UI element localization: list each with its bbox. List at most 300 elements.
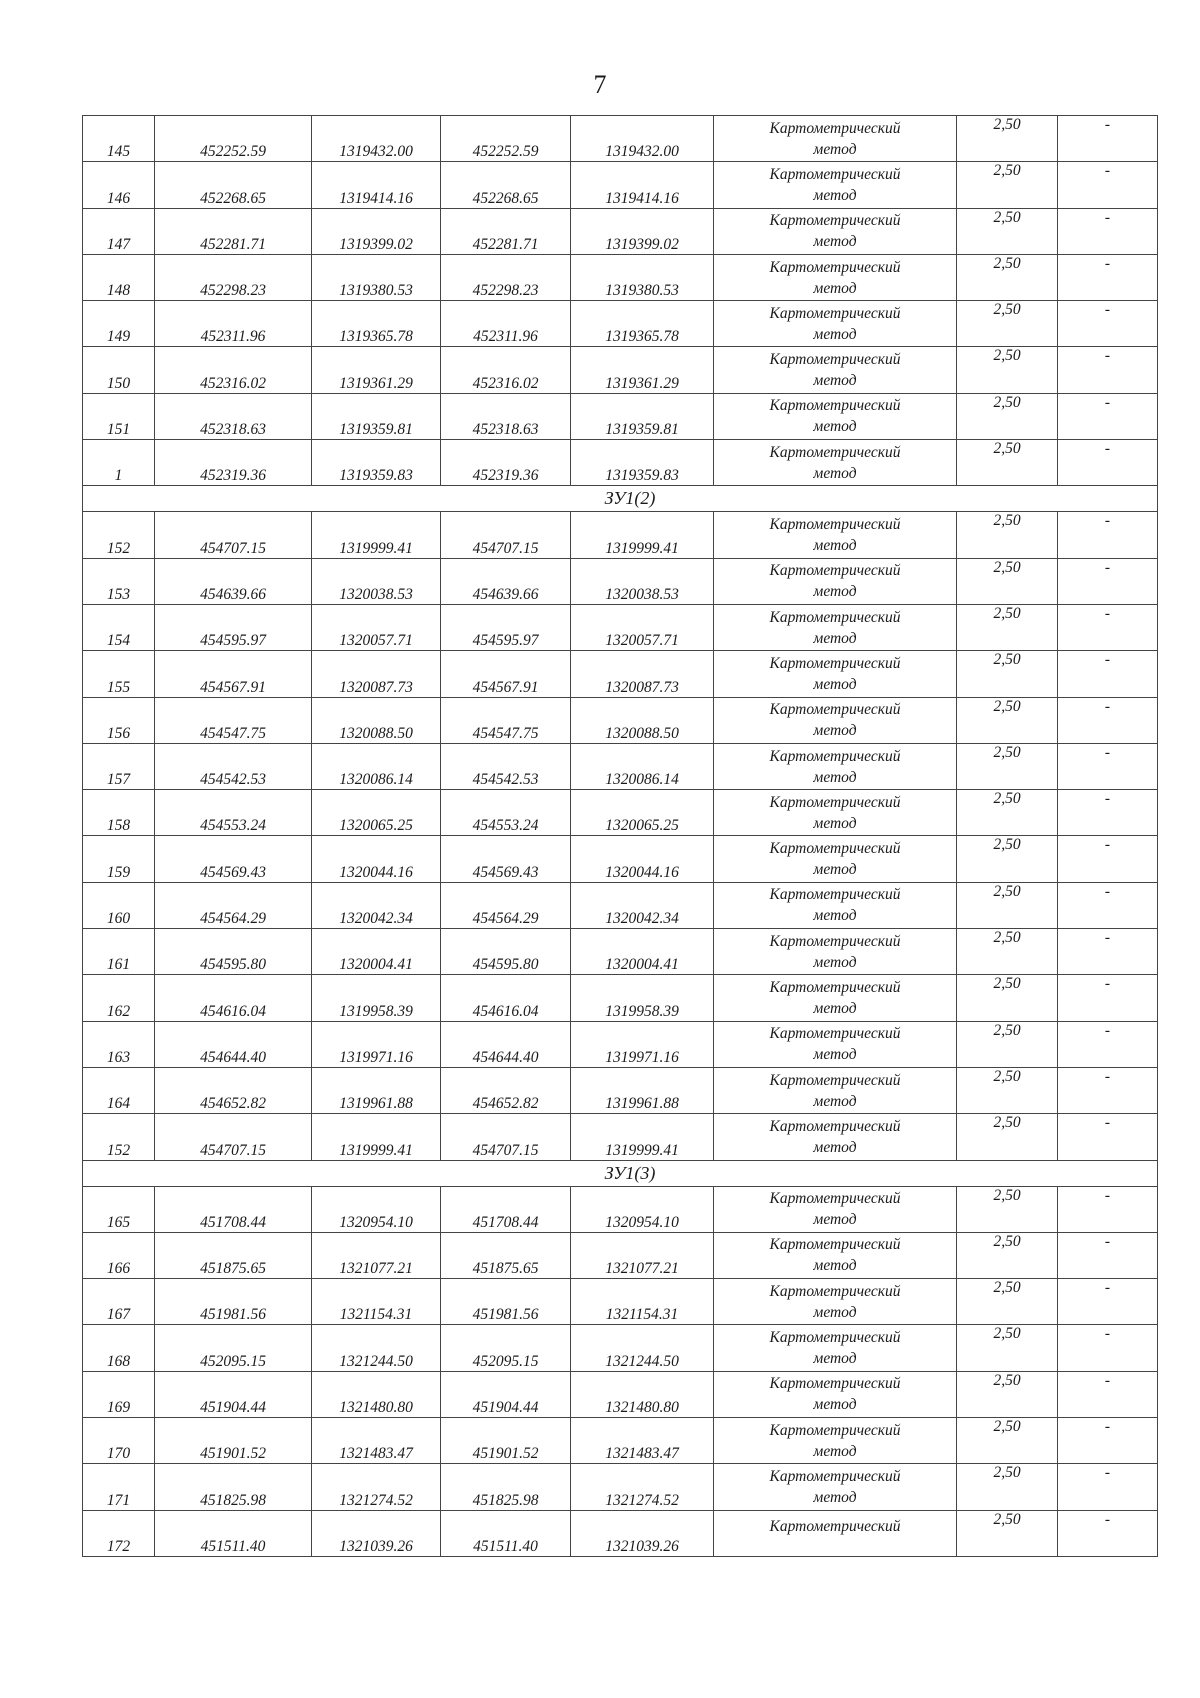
note-cell: - [1058, 1114, 1158, 1160]
method-cell [714, 393, 957, 439]
note-cell: - [1058, 1325, 1158, 1371]
method-cell [714, 1186, 957, 1232]
y-new-cell: 1319359.83 [571, 440, 714, 486]
x-existing-cell: 452318.63 [155, 393, 312, 439]
x-new-cell: 451904.44 [441, 1371, 571, 1417]
y-existing-cell: 1320086.14 [312, 743, 441, 789]
table-row [83, 1371, 1158, 1417]
method-line-1: Картометрический [769, 978, 901, 996]
y-existing-cell: 1319971.16 [312, 1021, 441, 1067]
method-cell [714, 1067, 957, 1113]
table-row [83, 301, 1158, 347]
x-new-cell: 454542.53 [441, 743, 571, 789]
method-line-2: метод [813, 140, 857, 158]
note-cell: - [1058, 975, 1158, 1021]
x-existing-cell: 454644.40 [155, 1021, 312, 1067]
method-line-1: Картометрический [769, 1236, 901, 1254]
table-row [83, 116, 1158, 162]
table-row [83, 440, 1158, 486]
method-line-1: Картометрический [769, 1282, 901, 1300]
y-existing-cell: 1319359.81 [312, 393, 441, 439]
point-number-cell: 164 [83, 1067, 155, 1113]
y-new-cell: 1319365.78 [571, 301, 714, 347]
table-row [83, 836, 1158, 882]
x-existing-cell: 451875.65 [155, 1232, 312, 1278]
y-existing-cell: 1319399.02 [312, 208, 441, 254]
y-new-cell: 1320044.16 [571, 836, 714, 882]
x-existing-cell: 454567.91 [155, 651, 312, 697]
note-cell: - [1058, 347, 1158, 393]
note-cell: - [1058, 393, 1158, 439]
method-line-1: Картометрический [769, 1421, 901, 1439]
method-line-2: метод [813, 418, 857, 436]
x-existing-cell: 454542.53 [155, 743, 312, 789]
method-line-2: метод [813, 722, 857, 740]
y-new-cell: 1319958.39 [571, 975, 714, 1021]
note-cell: - [1058, 882, 1158, 928]
method-line-1: Картометрический [769, 1117, 901, 1135]
point-number-cell: 172 [83, 1510, 155, 1556]
method-cell [714, 836, 957, 882]
table-row [83, 790, 1158, 836]
method-line-1: Картометрический [769, 397, 901, 415]
x-existing-cell: 452281.71 [155, 208, 312, 254]
x-existing-cell: 454595.97 [155, 604, 312, 650]
x-new-cell: 451511.40 [441, 1510, 571, 1556]
method-line-2: метод [813, 768, 857, 786]
note-cell: - [1058, 1371, 1158, 1417]
point-number-cell: 1 [83, 440, 155, 486]
y-new-cell: 1321077.21 [571, 1232, 714, 1278]
x-existing-cell: 454569.43 [155, 836, 312, 882]
y-new-cell: 1319380.53 [571, 254, 714, 300]
method-line-1: Картометрический [769, 304, 901, 322]
method-cell [714, 162, 957, 208]
y-new-cell: 1321154.31 [571, 1279, 714, 1325]
table-row [83, 743, 1158, 789]
method-cell [714, 697, 957, 743]
method-cell [714, 651, 957, 697]
note-cell: - [1058, 558, 1158, 604]
method-line-2: метод [813, 675, 857, 693]
y-new-cell: 1321244.50 [571, 1325, 714, 1371]
point-number-cell: 146 [83, 162, 155, 208]
y-existing-cell: 1320038.53 [312, 558, 441, 604]
section-header [83, 1160, 1158, 1186]
note-cell: - [1058, 836, 1158, 882]
x-existing-cell: 452268.65 [155, 162, 312, 208]
x-existing-cell: 454707.15 [155, 512, 312, 558]
note-cell: - [1058, 1464, 1158, 1510]
point-number-cell: 147 [83, 208, 155, 254]
x-existing-cell: 454707.15 [155, 1114, 312, 1160]
x-existing-cell: 454564.29 [155, 882, 312, 928]
accuracy-cell: 2,50 [957, 558, 1058, 604]
accuracy-cell: 2,50 [957, 301, 1058, 347]
y-new-cell: 1319414.16 [571, 162, 714, 208]
method-line-1: Картометрический [769, 1517, 901, 1535]
x-existing-cell: 452319.36 [155, 440, 312, 486]
method-line-2: метод [813, 1303, 857, 1321]
x-new-cell: 452316.02 [441, 347, 571, 393]
table-row [83, 347, 1158, 393]
y-new-cell: 1320087.73 [571, 651, 714, 697]
method-cell [714, 1510, 957, 1556]
y-new-cell: 1319361.29 [571, 347, 714, 393]
point-number-cell: 160 [83, 882, 155, 928]
method-cell [714, 558, 957, 604]
table-row [83, 929, 1158, 975]
method-cell [714, 208, 957, 254]
method-cell [714, 116, 957, 162]
method-cell [714, 975, 957, 1021]
note-cell: - [1058, 1510, 1158, 1556]
method-line-2: метод [813, 464, 857, 482]
y-new-cell: 1320057.71 [571, 604, 714, 650]
y-existing-cell: 1319359.83 [312, 440, 441, 486]
y-existing-cell: 1321154.31 [312, 1279, 441, 1325]
method-cell [714, 1325, 957, 1371]
method-line-1: Картометрический [769, 886, 901, 904]
method-cell [714, 929, 957, 975]
note-cell: - [1058, 208, 1158, 254]
table-row [83, 393, 1158, 439]
table-row [83, 1464, 1158, 1510]
method-line-2: метод [813, 1046, 857, 1064]
method-line-1: Картометрический [769, 701, 901, 719]
y-existing-cell: 1319999.41 [312, 1114, 441, 1160]
x-new-cell: 452281.71 [441, 208, 571, 254]
accuracy-cell: 2,50 [957, 512, 1058, 558]
table-row [83, 1279, 1158, 1325]
x-new-cell: 452298.23 [441, 254, 571, 300]
y-existing-cell: 1320065.25 [312, 790, 441, 836]
accuracy-cell: 2,50 [957, 604, 1058, 650]
table-row [83, 697, 1158, 743]
table-row [83, 882, 1158, 928]
method-cell [714, 440, 957, 486]
y-existing-cell: 1321274.52 [312, 1464, 441, 1510]
accuracy-cell: 2,50 [957, 1510, 1058, 1556]
accuracy-cell: 2,50 [957, 1418, 1058, 1464]
point-number-cell: 165 [83, 1186, 155, 1232]
method-line-1: Картометрический [769, 165, 901, 183]
method-line-1: Картометрический [769, 840, 901, 858]
method-line-2: метод [813, 1092, 857, 1110]
point-number-cell: 157 [83, 743, 155, 789]
x-existing-cell: 451825.98 [155, 1464, 312, 1510]
y-existing-cell: 1319432.00 [312, 116, 441, 162]
method-cell [714, 604, 957, 650]
x-existing-cell: 454652.82 [155, 1067, 312, 1113]
x-existing-cell: 454616.04 [155, 975, 312, 1021]
method-line-1: Картометрический [769, 1375, 901, 1393]
method-line-1: Картометрический [769, 1190, 901, 1208]
accuracy-cell: 2,50 [957, 929, 1058, 975]
x-existing-cell: 454553.24 [155, 790, 312, 836]
method-line-2: метод [813, 583, 857, 601]
y-existing-cell: 1320057.71 [312, 604, 441, 650]
note-cell: - [1058, 440, 1158, 486]
point-number-cell: 168 [83, 1325, 155, 1371]
table-row [83, 208, 1158, 254]
method-cell [714, 347, 957, 393]
x-existing-cell: 451511.40 [155, 1510, 312, 1556]
method-cell [714, 882, 957, 928]
y-new-cell: 1321274.52 [571, 1464, 714, 1510]
method-cell [714, 512, 957, 558]
accuracy-cell: 2,50 [957, 440, 1058, 486]
y-existing-cell: 1321483.47 [312, 1418, 441, 1464]
section-header [83, 486, 1158, 512]
y-existing-cell: 1320088.50 [312, 697, 441, 743]
accuracy-cell: 2,50 [957, 697, 1058, 743]
x-existing-cell: 451708.44 [155, 1186, 312, 1232]
method-cell [714, 1114, 957, 1160]
y-new-cell: 1320086.14 [571, 743, 714, 789]
x-existing-cell: 451901.52 [155, 1418, 312, 1464]
method-line-1: Картометрический [769, 1025, 901, 1043]
method-cell [714, 254, 957, 300]
method-line-2: метод [813, 325, 857, 343]
point-number-cell: 166 [83, 1232, 155, 1278]
y-existing-cell: 1320044.16 [312, 836, 441, 882]
point-number-cell: 158 [83, 790, 155, 836]
x-existing-cell: 452252.59 [155, 116, 312, 162]
x-existing-cell: 454639.66 [155, 558, 312, 604]
x-existing-cell: 454547.75 [155, 697, 312, 743]
point-number-cell: 152 [83, 512, 155, 558]
accuracy-cell: 2,50 [957, 882, 1058, 928]
method-line-1: Картометрический [769, 1071, 901, 1089]
x-new-cell: 454707.15 [441, 1114, 571, 1160]
method-line-1: Картометрический [769, 443, 901, 461]
coordinates-table [82, 115, 1158, 1557]
method-cell [714, 743, 957, 789]
note-cell: - [1058, 1067, 1158, 1113]
x-new-cell: 451875.65 [441, 1232, 571, 1278]
y-new-cell: 1320004.41 [571, 929, 714, 975]
method-cell [714, 1418, 957, 1464]
y-existing-cell: 1321077.21 [312, 1232, 441, 1278]
table-row [83, 1510, 1158, 1556]
x-new-cell: 454616.04 [441, 975, 571, 1021]
note-cell: - [1058, 1021, 1158, 1067]
point-number-cell: 150 [83, 347, 155, 393]
table-row [83, 512, 1158, 558]
y-new-cell: 1321480.80 [571, 1371, 714, 1417]
method-line-1: Картометрический [769, 793, 901, 811]
y-existing-cell: 1320004.41 [312, 929, 441, 975]
method-line-2: метод [813, 1211, 857, 1229]
x-new-cell: 454595.97 [441, 604, 571, 650]
y-new-cell: 1319359.81 [571, 393, 714, 439]
method-line-2: метод [813, 279, 857, 297]
point-number-cell: 169 [83, 1371, 155, 1417]
section-header-row [83, 486, 1158, 512]
method-cell [714, 790, 957, 836]
method-line-2: метод [813, 999, 857, 1017]
method-line-1: Картометрический [769, 608, 901, 626]
point-number-cell: 156 [83, 697, 155, 743]
method-line-2: метод [813, 233, 857, 251]
accuracy-cell: 2,50 [957, 975, 1058, 1021]
y-new-cell: 1320042.34 [571, 882, 714, 928]
accuracy-cell: 2,50 [957, 1186, 1058, 1232]
point-number-cell: 154 [83, 604, 155, 650]
table-row [83, 1114, 1158, 1160]
x-new-cell: 454553.24 [441, 790, 571, 836]
table-row [83, 1186, 1158, 1232]
accuracy-cell: 2,50 [957, 393, 1058, 439]
note-cell: - [1058, 162, 1158, 208]
x-existing-cell: 451904.44 [155, 1371, 312, 1417]
y-new-cell: 1320065.25 [571, 790, 714, 836]
accuracy-cell: 2,50 [957, 162, 1058, 208]
method-cell [714, 301, 957, 347]
method-line-1: Картометрический [769, 516, 901, 534]
section-title: ЗУ1(3) [604, 1162, 656, 1183]
x-existing-cell: 454595.80 [155, 929, 312, 975]
table-row [83, 254, 1158, 300]
point-number-cell: 153 [83, 558, 155, 604]
x-new-cell: 454547.75 [441, 697, 571, 743]
x-new-cell: 452319.36 [441, 440, 571, 486]
y-new-cell: 1321483.47 [571, 1418, 714, 1464]
method-line-2: метод [813, 907, 857, 925]
table-row [83, 1067, 1158, 1113]
x-existing-cell: 452095.15 [155, 1325, 312, 1371]
note-cell: - [1058, 1232, 1158, 1278]
y-existing-cell: 1320042.34 [312, 882, 441, 928]
method-line-2: метод [813, 1488, 857, 1506]
page-number: 7 [593, 70, 607, 99]
method-line-2: метод [813, 814, 857, 832]
y-existing-cell: 1319365.78 [312, 301, 441, 347]
note-cell: - [1058, 790, 1158, 836]
method-cell [714, 1279, 957, 1325]
y-new-cell: 1319999.41 [571, 1114, 714, 1160]
table-row [83, 651, 1158, 697]
method-line-2: метод [813, 629, 857, 647]
y-existing-cell: 1321039.26 [312, 1510, 441, 1556]
point-number-cell: 167 [83, 1279, 155, 1325]
method-line-2: метод [813, 1442, 857, 1460]
y-new-cell: 1319999.41 [571, 512, 714, 558]
accuracy-cell: 2,50 [957, 347, 1058, 393]
y-existing-cell: 1320087.73 [312, 651, 441, 697]
x-new-cell: 451825.98 [441, 1464, 571, 1510]
method-line-2: метод [813, 1350, 857, 1368]
y-existing-cell: 1319361.29 [312, 347, 441, 393]
point-number-cell: 161 [83, 929, 155, 975]
accuracy-cell: 2,50 [957, 1371, 1058, 1417]
x-new-cell: 452318.63 [441, 393, 571, 439]
x-new-cell: 454707.15 [441, 512, 571, 558]
y-new-cell: 1321039.26 [571, 1510, 714, 1556]
point-number-cell: 170 [83, 1418, 155, 1464]
y-new-cell: 1320038.53 [571, 558, 714, 604]
accuracy-cell: 2,50 [957, 208, 1058, 254]
method-line-2: метод [813, 1396, 857, 1414]
accuracy-cell: 2,50 [957, 836, 1058, 882]
accuracy-cell: 2,50 [957, 1325, 1058, 1371]
note-cell: - [1058, 116, 1158, 162]
x-new-cell: 454652.82 [441, 1067, 571, 1113]
x-existing-cell: 451981.56 [155, 1279, 312, 1325]
accuracy-cell: 2,50 [957, 116, 1058, 162]
method-line-2: метод [813, 1257, 857, 1275]
y-new-cell: 1319961.88 [571, 1067, 714, 1113]
x-new-cell: 452095.15 [441, 1325, 571, 1371]
x-existing-cell: 452316.02 [155, 347, 312, 393]
method-cell [714, 1371, 957, 1417]
accuracy-cell: 2,50 [957, 743, 1058, 789]
method-cell [714, 1464, 957, 1510]
note-cell: - [1058, 743, 1158, 789]
y-new-cell: 1319971.16 [571, 1021, 714, 1067]
point-number-cell: 171 [83, 1464, 155, 1510]
method-cell [714, 1021, 957, 1067]
point-number-cell: 152 [83, 1114, 155, 1160]
method-line-1: Картометрический [769, 1329, 901, 1347]
table-body [83, 116, 1158, 1557]
note-cell: - [1058, 697, 1158, 743]
point-number-cell: 155 [83, 651, 155, 697]
x-new-cell: 454639.66 [441, 558, 571, 604]
accuracy-cell: 2,50 [957, 1279, 1058, 1325]
table-row [83, 1418, 1158, 1464]
method-line-1: Картометрический [769, 119, 901, 137]
note-cell: - [1058, 1418, 1158, 1464]
note-cell: - [1058, 301, 1158, 347]
method-line-1: Картометрический [769, 351, 901, 369]
note-cell: - [1058, 1279, 1158, 1325]
table-row [83, 604, 1158, 650]
method-line-1: Картометрический [769, 1467, 901, 1485]
y-existing-cell: 1319414.16 [312, 162, 441, 208]
method-line-2: метод [813, 186, 857, 204]
table-row [83, 1232, 1158, 1278]
method-line-1: Картометрический [769, 932, 901, 950]
method-cell [714, 1232, 957, 1278]
y-existing-cell: 1320954.10 [312, 1186, 441, 1232]
x-new-cell: 452252.59 [441, 116, 571, 162]
point-number-cell: 149 [83, 301, 155, 347]
method-line-2: метод [813, 1138, 857, 1156]
accuracy-cell: 2,50 [957, 1067, 1058, 1113]
method-line-2: метод [813, 372, 857, 390]
accuracy-cell: 2,50 [957, 651, 1058, 697]
section-header-row [83, 1160, 1158, 1186]
method-line-1: Картометрический [769, 654, 901, 672]
note-cell: - [1058, 929, 1158, 975]
table-row [83, 558, 1158, 604]
method-line-1: Картометрический [769, 212, 901, 230]
y-new-cell: 1320954.10 [571, 1186, 714, 1232]
point-number-cell: 162 [83, 975, 155, 1021]
x-new-cell: 454644.40 [441, 1021, 571, 1067]
y-new-cell: 1320088.50 [571, 697, 714, 743]
y-existing-cell: 1319380.53 [312, 254, 441, 300]
note-cell: - [1058, 651, 1158, 697]
method-line-2: метод [813, 861, 857, 879]
y-existing-cell: 1319961.88 [312, 1067, 441, 1113]
x-new-cell: 451708.44 [441, 1186, 571, 1232]
note-cell: - [1058, 254, 1158, 300]
table-row [83, 1325, 1158, 1371]
method-line-1: Картометрический [769, 747, 901, 765]
